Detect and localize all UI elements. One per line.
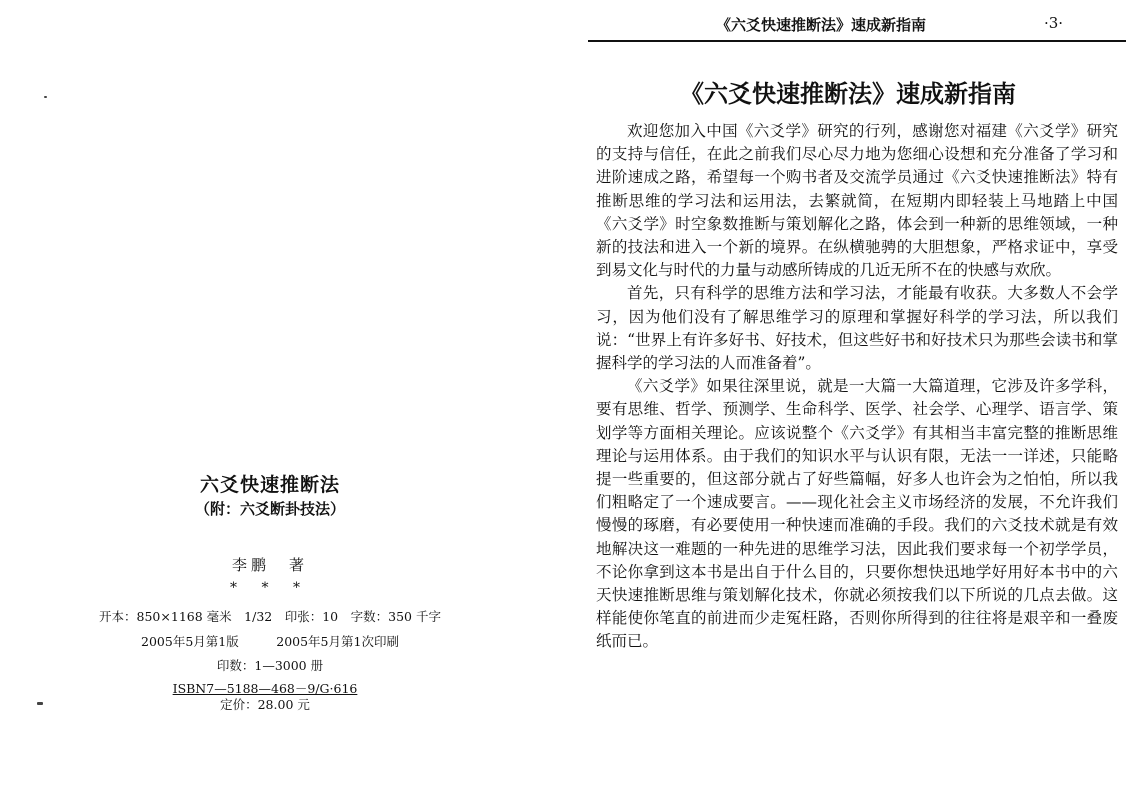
paragraph: 欢迎您加入中国《六爻学》研究的行列，感谢您对福建《六爻学》研究的支持与信任，在此之前我们尽心尽力地为您细心设想和充分准备了学习和进阶速成之路，希望每一个购书者及交流学员通过《六爻快速推断法》特有推断思维的学习法和运用法，去繁就简，在短期内即轻装上马地踏上中国《六爻学》时空象数推断与策划解化之路，体会到一种新的思维领域，一种新的技法和进入一个新的境界。在纵横驰骋的大胆想象，严格求证中，享受到易文化与时代的力量与动感所铸成的几近无所不在的快感与欢欣。 [596,122,1118,280]
page-number: ·3· [1044,14,1064,32]
paragraph: 《六爻学》如果往深里说，就是一大篇一大篇道理，它涉及许多学科，要有思维、哲学、预测学、生命科学、医学、社会学、心理学、语言学、策划学等方面相关理论。应该说整个《六爻学》有其相当丰富完整的推断思维理论与运用体系。由于我们的知识水平与认识有限，无法一一详述，只能略提一些重要的，但这部分就占了好些篇幅，好多人也许会为之怕怕，所以我们粗略定了一个速成要言。——现化社会主义市场经济的发展，不允许我们慢慢的琢磨，有必要使用一种快速而准确的手段。我们的六爻技术就是有效地解决这一难题的一种先进的思维学习法，因此我们要求每一个初学学员，不论你拿到这本书是出自于什么目的，只要你想快迅地学好用好本书中的六天快速推断思维与策划解化技术，你就必须按我们以下所说的几点去做。这样能使你笔直的前进而少走冤枉路，否则你所得到的往往将是艰辛和一叠废纸而已。 [596,377,1118,651]
book-subtitle: （附：六爻断卦技法） [194,500,345,518]
separator-stars: * * * [230,580,310,596]
isbn: ISBN7—5188—468－9/G·616 [172,681,358,696]
scan-speck [37,702,43,705]
edition-info: 2005年5月第1版 2005年5月第1次印刷 [141,634,399,649]
body-text [596,120,1118,654]
header-rule [588,40,1126,42]
print-run: 印数：1—3000 册 [216,658,324,673]
paragraph: 首先，只有科学的思维方法和学习法，才能最有收获。大多数人不会学习，因为他们没有了解思维学习的原理和掌握好科学的学习法，所以我们说：“世界上有许多好书、好技术，但这些好书和好技术只为那些会读书和掌握科学的学习法的人而准备着”。 [596,284,1118,373]
price: 定价：28.00 元 [220,697,310,712]
book-title: 六爻快速推断法 [199,474,340,496]
print-specs: 开本：850×1168 毫米 1/32 印张：10 字数：350 千字 [99,609,441,624]
scan-speck [44,96,47,98]
author-line: 李鹏 著 [231,556,308,574]
running-header: 《六爻快速推断法》速成新指南 [716,16,927,34]
right-page [566,0,1132,806]
chapter-title: 《六爻快速推断法》速成新指南 [680,80,1016,108]
